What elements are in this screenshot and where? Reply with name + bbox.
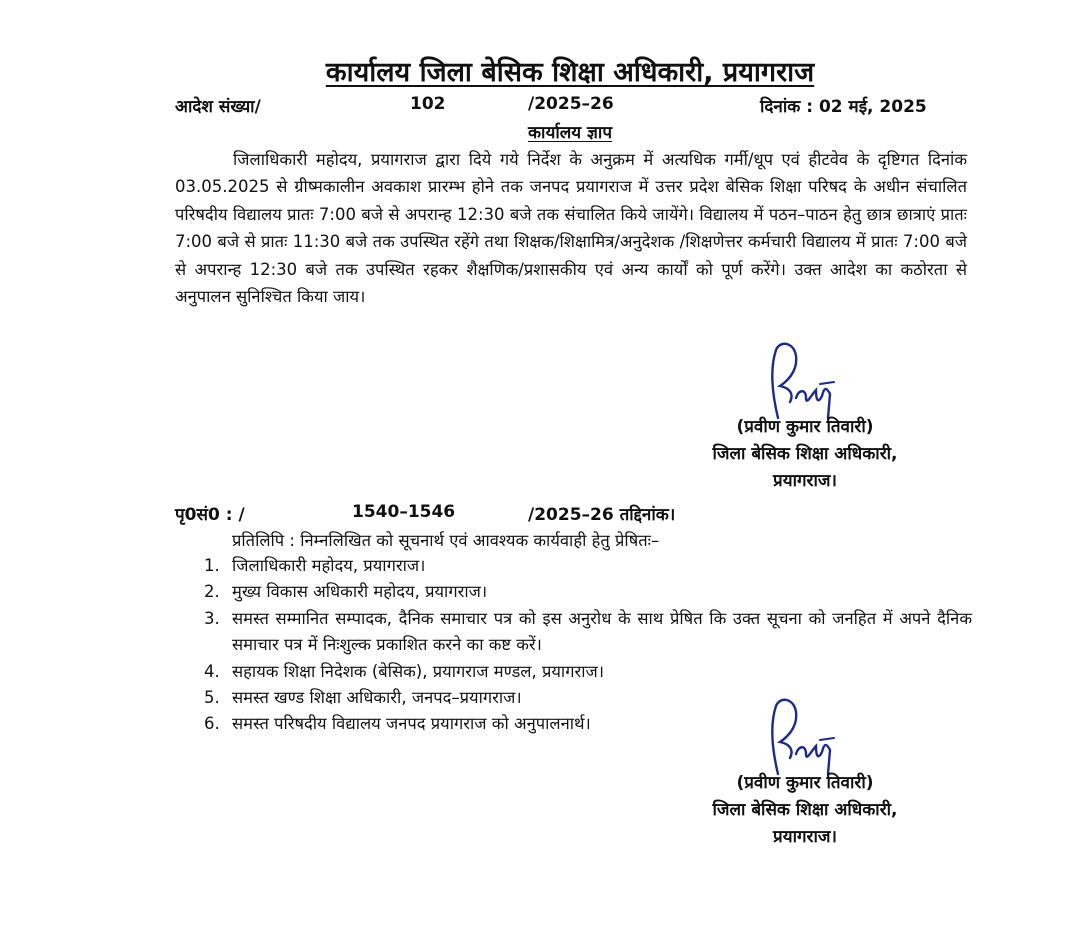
signature-1-name: (प्रवीण कुमार तिवारी) <box>736 417 874 437</box>
order-number-label: आदेश संख्या/ <box>175 97 261 117</box>
signature-2-designation: जिला बेसिक शिक्षा अधिकारी, <box>712 800 898 820</box>
list-item: 5. समस्त खण्ड शिक्षा अधिकारी, जनपद–प्रयागराज। <box>204 688 522 708</box>
copy-ref-numbers: 1540–1546 <box>352 502 456 522</box>
office-title: कार्यालय जिला बेसिक शिक्षा अधिकारी, प्रयागराज <box>325 57 815 88</box>
copy-intro: प्रतिलिपि : निम्नलिखित को सूचनार्थ एवं आवश्यक कार्यवाही हेतु प्रेषितः– <box>232 531 660 550</box>
body-paragraph: जिलाधिकारी महोदय, प्रयागराज द्वारा दिये गये निर्देश के अनुक्रम में अत्यधिक गर्मी/धूप एवं हीटवेव के दृष्टिगत दिनांक 03.05.2025 से ग्रीष्मकालीन अवकाश प्रारम्भ होने तक जनपद प्रयागराज में उत्तर प्रदेश बेसिक शिक्षा परिषद के अधीन संचालित परिषदीय विद्यालय प्रातः 7:00 बजे से अपरान्ह 12:30 बजे तक संचालित किये जायेंगे। विद्यालय में पठन–पाठन हेतु छात्र छात्राएं प्रातः 7:00 बजे से प्रातः 11:30 बजे तक उपस्थित रहेंगे तथा शिक्षक/शिक्षामित्र/अनुदेशक /शिक्षणेत्तर कर्मचारी विद्यालय में प्रातः 7:00 बजे से अपरान्ह 12:30 बजे तक उपस्थित रहकर शैक्षणिक/प्रशासकीय एवं अन्य कार्यों को पूर्ण करेंगे। उक्त आदेश का कठोरता से अनुपालन सुनिश्चित किया जाय। <box>175 150 967 307</box>
signature-1-place: प्रयागराज। <box>773 471 837 491</box>
copy-ref-label: पृ0सं0 : / <box>175 505 245 525</box>
recipient-list <box>204 553 972 738</box>
list-item: 2. मुख्य विकास अधिकारी महोदय, प्रयागराज। <box>204 582 488 602</box>
list-item: 3. समस्त सम्मानित सम्पादक, दैनिक समाचार पत्र को इस अनुरोध के साथ प्रेषित कि उक्त सूचना को जनहित में अपने दैनिक समाचार पत्र में निःशुल्क प्रकाशित करने का कष्ट करें। <box>204 608 972 655</box>
signature-1-designation: जिला बेसिक शिक्षा अधिकारी, <box>712 444 898 464</box>
list-item: 1. जिलाधिकारी महोदय, प्रयागराज। <box>204 556 426 575</box>
memo-title: कार्यालय ज्ञाप <box>528 123 612 143</box>
signature-2-block <box>690 770 920 851</box>
signature-2-name: (प्रवीण कुमार तिवारी) <box>736 773 874 793</box>
order-number: 102 <box>410 94 446 114</box>
list-item: 6. समस्त परिषदीय विद्यालय जनपद प्रयागराज को अनुपालनार्थ। <box>204 714 591 734</box>
list-item: 4. सहायक शिक्षा निदेशक (बेसिक), प्रयागराज मण्डल, प्रयागराज। <box>204 661 605 681</box>
order-date: दिनांक : 02 मई, 2025 <box>760 97 927 117</box>
signature-1-block <box>690 414 920 495</box>
signature-2-place: प्रयागराज। <box>773 827 837 847</box>
copy-ref-session-date: /2025–26 तद्दिनांक। <box>528 505 676 525</box>
order-session: /2025–26 <box>528 94 614 114</box>
